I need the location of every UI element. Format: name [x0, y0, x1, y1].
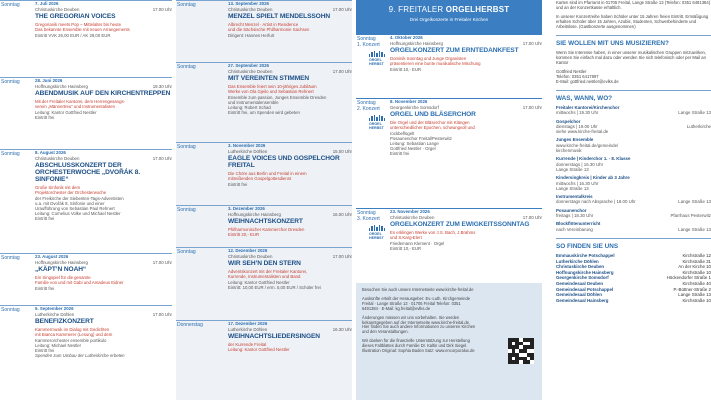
group-entry: [556, 221, 711, 232]
event-detail: Leitung: Kantor Gottfried Nestler: [35, 109, 97, 115]
info-paragraph: Änderungen müssen wir uns vorbehalten. Sie werden bekanntgegeben auf der Internetseite www.kirche-freital.de. Hier finden Sie auch andere Informationen zu unseren Kirchen und den Veranstaltungen.: [362, 314, 476, 335]
group-where: Lange Straße 13: [678, 226, 711, 232]
event-detail: rockbeflügelt: [390, 130, 415, 136]
location-name: Gemeindesaal Hainsberg: [556, 297, 609, 303]
group-when: donnerstags | 16.30 Uhr: [556, 161, 604, 167]
group-when: mittwochs | 19.30 Uhr: [556, 110, 599, 116]
event-time: 17.00 Uhr: [332, 253, 352, 259]
event-entry: [356, 98, 542, 208]
column-orgelherbst: [356, 0, 542, 400]
event-time: 15.00 Uhr: [332, 148, 352, 154]
section-heading-musizieren: SIE WOLLEN MIT UNS MUSIZIEREN?: [556, 35, 711, 47]
event-detail: Ein Singspiel für die gesamte: [35, 275, 91, 281]
event-time: 17.00 Uhr: [152, 259, 172, 265]
orgelherbst-logo: [369, 225, 385, 240]
event-place-row: [228, 7, 352, 13]
event-detail: Eintritt frei: [228, 181, 248, 187]
location-address: Kirchstraße 10: [682, 269, 711, 275]
group-name: Freitaler Kantorei/Kirchenchor: [556, 105, 620, 110]
event-date: 3. November 2026: [228, 143, 266, 148]
group-detail-row: [556, 199, 711, 204]
event-place-row: [390, 41, 542, 47]
contact-block: [556, 69, 711, 84]
event-entry: [0, 149, 172, 253]
event-place: Georgenkirche Somsdorf: [390, 104, 439, 110]
group-entry: [556, 119, 711, 135]
event-entry: [0, 0, 172, 77]
event-time: 17.00 Uhr: [522, 40, 542, 46]
event-time: 17.00 Uhr: [152, 6, 172, 12]
event-date: 28. Juni 2026: [35, 78, 63, 83]
event-detail: Kammerorchester ensemble portikulo: [35, 337, 107, 343]
event-date: 8. August 2026: [35, 150, 66, 155]
event-title: WEIHNACHTSLIEDERSINGEN: [228, 333, 320, 341]
event-weekday: Sonntag 2. Konzert: [357, 100, 380, 112]
location-name: Hoffnungskirche Hainsberg: [556, 269, 614, 275]
event-place-row: [35, 84, 172, 90]
organ-pipes-icon: [369, 51, 385, 57]
event-weekday: Sonntag: [1, 79, 20, 85]
event-date: 12. Dezember 2026: [228, 248, 268, 253]
event-weekday: Sonntag: [177, 207, 196, 213]
event-entry: [0, 253, 172, 305]
column-1: [0, 0, 172, 400]
group-detail-row: [556, 227, 711, 232]
event-detail: Philharmonischer Kammerchor Dresden: [228, 227, 305, 233]
event-detail: mitreißenden Gospelgottesdienst: [228, 176, 292, 182]
event-weekday: Sonntag: [177, 249, 196, 255]
event-detail: Eintritt frei: [35, 348, 55, 353]
event-title: ORGELKONZERT ZUM ERNTEDANKFEST: [390, 47, 519, 55]
event-time: 19.30 Uhr: [152, 83, 172, 89]
event-detail: Das bekannte Ensemble mit neuen Arrangements: [35, 27, 130, 33]
event-title: ORGEL UND BLÄSERCHOR: [390, 111, 476, 119]
group-when: dienstags | 19.00 Uhr: [556, 123, 598, 129]
event-time: 17.00 Uhr: [332, 68, 352, 74]
event-place: Christuskirche Deuben: [228, 253, 273, 259]
group-when: Lange Straße 13: [556, 166, 589, 172]
event-detail: Eintritt frei: [35, 216, 55, 222]
logo-text: ORGEL HERBST: [369, 58, 384, 66]
event-date: 4. Oktober 2026: [390, 35, 423, 40]
event-date: 13. September 2026: [228, 1, 270, 6]
event-entry: [356, 208, 542, 283]
event-time: 17.00 Uhr: [332, 6, 352, 12]
event-detail: verein „Männertreu“ und Instrumentalisten: [35, 104, 116, 110]
event-detail: Ensemble zum passion, Junges Ensemble Dresden: [228, 94, 327, 100]
event-detail: unterschiedlicher Epochen, schwungvoll und: [390, 125, 475, 131]
event-entry: [176, 320, 352, 400]
group-detail-row: [556, 186, 711, 191]
event-place-row: [228, 149, 352, 155]
event-title: THE GREGORIAN VOICES: [35, 13, 116, 21]
event-place: Christuskirche Deuben: [390, 214, 435, 220]
group-detail-row: [556, 213, 711, 218]
event-detail: Albrecht Menzel · Artist in Residence: [228, 22, 299, 28]
event-place: Lutherkirche Döhlen: [228, 148, 268, 154]
group-when: mittwochs | 16.30 Uhr: [556, 180, 599, 186]
event-detail: Die Orgel und der Bläserchor mit Klängen: [390, 120, 470, 126]
event-place: Hoffnungskirche Hainsberg: [35, 259, 88, 265]
event-date: 27. September 2026: [228, 63, 270, 68]
group-name: Kurrende | Kinderchor 1. - 8. Klasse: [556, 156, 631, 162]
group-when: kirchenmusik: [556, 148, 582, 154]
event-detail: Kammermusik im Dialog mit Gedichten: [35, 327, 110, 333]
group-name: Gospelchor: [556, 118, 581, 124]
group-detail-row: [556, 110, 711, 115]
event-date: 5. September 2026: [35, 306, 74, 311]
event-detail: Friedemann Klement · Orgel: [390, 240, 445, 246]
event-detail: Gottfried Nestler · Orgel: [390, 146, 436, 152]
group-entry: [556, 156, 711, 172]
orgelherbst-logo: [369, 51, 385, 66]
event-detail: der Kurrende Freital: [228, 342, 267, 348]
event-entry: [356, 34, 542, 98]
event-detail: Eintritt VVK 26,00 EUR / AK 29,00 EUR: [35, 32, 111, 38]
event-detail: Große Sinfonik mit dem: [35, 185, 81, 191]
event-entry: [0, 305, 172, 400]
event-place: Hoffnungskirche Hainsberg: [228, 211, 281, 217]
event-entry: [176, 142, 352, 205]
event-detail: und S.Karg-Elert: [390, 235, 422, 241]
event-title: BENEFIZKONZERT: [35, 318, 94, 326]
event-detail: Familie von und mit Gabi und Amadeus Eidner: [35, 280, 124, 286]
event-detail: Leitung: Sebastian Lange: [390, 141, 439, 146]
info-paragraph: Auskünfte erteilt der Herausgeber: Ev.-Luth. Kirchgemeinde Freital · Lange Straße 13 · 01705 Freital Telefon: 0351 6491384 · E-Mail: kg.freital@evlks.de: [362, 295, 471, 311]
event-time: 16.30 Uhr: [332, 326, 352, 332]
event-date: 3. Dezember 2026: [228, 206, 265, 211]
group-name: Blockflötenunterricht: [556, 221, 601, 227]
group-name: Instrumentalkreis: [556, 194, 593, 200]
event-detail: Eintritt frei, um Spenden wird gebeten: [228, 110, 300, 116]
organ-pipes-icon: [369, 115, 385, 121]
event-title: WEIHNACHTSKONZERT: [228, 218, 303, 226]
event-entry: [0, 77, 172, 149]
event-detail: Kurrende, Instrumentalisten und Band: [228, 274, 301, 280]
event-weekday: Sonntag 3. Konzert: [357, 210, 380, 222]
event-detail: Dirigent: Hannes Herfurt: [228, 32, 275, 38]
event-entry: [176, 62, 352, 142]
event-place: Christuskirche Deuben: [35, 6, 80, 12]
event-time: 17.00 Uhr: [152, 311, 172, 317]
group-entry: [556, 175, 711, 191]
event-place-row: [35, 7, 172, 13]
event-detail: Eintritt 10,- EUR: [390, 245, 422, 251]
event-detail: Eintritt frei: [390, 151, 410, 157]
organ-pipes-icon: [369, 225, 385, 231]
event-place-row: [228, 69, 352, 75]
event-detail: Das Ensemble feiert sein 10-jähriges Jubiläum: [228, 84, 317, 90]
section-heading-finden: SO FINDEN SIE UNS: [556, 238, 711, 250]
group-when: Lange Straße 13: [556, 185, 589, 191]
intro-paragraph: Karten sind im Pfarramt in 01705 Freital, Lange Straße 13 (Telefon: 0351 6491384) und an der Konzertkasse erhältlich.: [556, 0, 711, 10]
event-place: Lutherkirche Döhlen: [228, 326, 268, 332]
group-entry: [556, 105, 711, 116]
event-title: MIT VEREINTEN STIMMEN: [228, 75, 310, 83]
event-place-row: [390, 105, 542, 111]
group-when: nach Vereinbarung: [556, 226, 593, 232]
event-detail: Eintritt frei: [35, 114, 55, 120]
column-2: [176, 0, 352, 400]
group-name: Kindersingkreis | Kinder ab 3 Jahre: [556, 175, 630, 181]
location-address: Kirchstraße 40: [682, 280, 711, 286]
event-entry: [176, 0, 352, 62]
location-address: Lange Straße 13: [678, 292, 711, 298]
event-weekday: Sonntag: [177, 144, 196, 150]
logo-text: ORGEL HERBST: [369, 122, 384, 130]
event-date: 23. August 2026: [35, 254, 69, 259]
event-time: 17.00 Uhr: [522, 104, 542, 110]
group-where: Lutherkirche: [686, 123, 711, 129]
event-title: „KÄPT’N NOAH“: [35, 266, 87, 274]
event-detail: u.a. mit Dvořák 8. Sinfonie und einer: [35, 200, 105, 206]
event-place-row: [35, 312, 172, 318]
event-detail: Eintritt 20,- EUR: [228, 232, 260, 238]
contact-line: E-Mail: gottfried.nestler@evlks.de: [556, 79, 619, 84]
location-address: Kirchstraße 31: [682, 258, 711, 264]
event-title: ABENDMUSIK AUF DEN KIRCHENTREPPEN: [35, 90, 171, 98]
location-name: Gemeindesaal Potschappel: [556, 286, 614, 292]
event-detail: Es erklingen Werke von J.S. Bach, J.Brahms: [390, 230, 476, 236]
event-place: Christuskirche Deuben: [228, 68, 273, 74]
event-detail: Mit der Freitaler Kantorei, dem Herrengesangs-: [35, 99, 126, 105]
group-when: freitags | 18.30 Uhr: [556, 213, 594, 219]
banner-title: 9. FREITALER ORGELHERBST: [388, 5, 510, 14]
location-row: [556, 298, 711, 304]
event-place-row: [390, 215, 542, 221]
event-detail: Posaunenchor Freital/Pesterwitz: [390, 135, 452, 141]
location-address: Kirchstraße 12: [682, 252, 711, 258]
event-detail: Uraufführung von Sebastian Paul Rehnert: [35, 206, 115, 211]
event-detail: Leitung: Robert Schad: [228, 105, 271, 110]
group-entry: [556, 194, 711, 205]
group-entry: [556, 137, 711, 153]
group-name: Junges Ensemble: [556, 137, 594, 143]
location-name: Christuskirche Deuben: [556, 264, 605, 270]
event-weekday: Sonntag 1. Konzert: [357, 36, 380, 48]
column-info: [556, 0, 711, 400]
event-detail: Adventskonzert mit der Freitaler Kantorei,: [228, 269, 308, 275]
event-date: 8. November 2026: [390, 99, 428, 104]
event-place-row: [228, 212, 352, 218]
group-detail-row: [556, 148, 711, 153]
event-place: Hoffnungskirche Hainsberg: [35, 83, 88, 89]
event-weekday: Sonntag: [1, 255, 20, 261]
orgelherbst-events: [356, 34, 542, 283]
qr-code-icon: [508, 338, 534, 364]
orgelherbst-logo: [369, 115, 385, 130]
event-detail: Gregorianik meets Pop – Mittelalter bis heute: [35, 22, 121, 28]
location-address: P.-Büttner-Straße 2: [673, 286, 711, 292]
group-when: siehe www.kirche-freital.de: [556, 129, 609, 135]
logo-text: ORGEL HERBST: [369, 232, 384, 240]
location-name: Lutherkirche Döhlen: [556, 258, 599, 264]
event-place-row: [35, 260, 172, 266]
event-place: Hoffnungskirche Hainsberg: [390, 40, 443, 46]
group-when: donnerstags nach Absprache | 18.00 Uhr: [556, 199, 636, 205]
event-time: 17.00 Uhr: [152, 155, 172, 161]
group-where: Pfarrhaus Pesterwitz: [670, 213, 711, 219]
location-name: Gemeindesaal Döhlen: [556, 292, 602, 298]
event-detail: mit Bianca Kammerer (Lesung) und dem: [35, 332, 113, 338]
event-detail: Eintritt frei: [35, 285, 55, 291]
event-detail: präsentieren eine bunte musikalische Mischung: [390, 61, 481, 67]
event-detail: Werke von Ola Gjeilo und Sebastian Rehnert: [228, 89, 314, 95]
event-place-row: [35, 156, 172, 162]
event-weekday: Sonntag: [1, 151, 20, 157]
event-entry: [176, 247, 352, 320]
event-time: 17.00 Uhr: [522, 214, 542, 220]
event-detail: Eintritt: 10,00 EUR / erm. 5,00 EUR / Schüler frei: [228, 284, 321, 290]
group-when: www.kirche-freital.de/gemeinde/: [556, 142, 619, 148]
event-place-row: [228, 254, 352, 260]
event-place: Christuskirche Deuben: [35, 155, 80, 161]
event-detail: und Instrumentalensemble: [228, 99, 279, 105]
event-detail: Spenden zum Umbau der Lutherkirche erbeten: [35, 353, 125, 359]
event-place-row: [228, 327, 352, 333]
event-place: Lutherkirche Döhlen: [35, 311, 75, 317]
event-detail: Leitung: Kantor Gottfried Nestler: [228, 279, 290, 285]
event-weekday: Donnerstag: [177, 322, 203, 328]
event-time: 16.00 Uhr: [332, 211, 352, 217]
event-weekday: Sonntag: [1, 307, 20, 313]
orgelherbst-banner: [356, 0, 542, 34]
event-detail: Leitung: Michael Nestler: [35, 342, 82, 348]
banner-subtitle: Drei Orgelkonzerte in Freitaler Kirchen: [409, 17, 489, 22]
group-entry: [556, 208, 711, 219]
event-date: 23. November 2026: [390, 209, 430, 214]
location-address: Kirchstraße 10: [682, 297, 711, 303]
event-date: 7. Juli 2026: [35, 1, 59, 6]
section-heading-wann: WAS, WANN, WO?: [556, 90, 711, 102]
contact-line: Telefon: 0351 6417897: [556, 74, 599, 79]
info-paragraph: Wir danken für die finanzielle Unterstützung zur Herstellung dieses Faltblattes durch Familie Dr. Kaltin und Dirk Siegel. Illustration Original: Sophia Baden Satz: www.encorporalux.de: [362, 338, 475, 354]
event-detail: Dominik Sonntag und Junge Organisten: [390, 56, 467, 62]
info-paragraph: Besuchen Sie auch unsere Internetseite www.kirche-freital.de: [362, 287, 474, 292]
event-title: ABSCHLUSSKONZERT DER ORCHESTERWOCHE „DVOŘÁK 8. SINFONIE“: [35, 162, 141, 184]
event-entry: [176, 205, 352, 247]
event-title: MENZEL SPIELT MENDELSSOHN: [228, 13, 331, 21]
group-where: Lange Straße 13: [678, 199, 711, 205]
musizieren-text: Wenn Sie Interesse haben, in einer unserer musikalischen Gruppen mitzuwirken, kommen Sie einfach mal dazu oder wenden Sie sich telefonisch oder per Mail an Kantor: [556, 50, 707, 65]
event-weekday: Sonntag: [177, 64, 196, 70]
group-name: Posaunenchor: [556, 207, 587, 213]
location-name: Georgenkirche Somsdorf: [556, 275, 609, 281]
event-title: ORGELKONZERT ZUM EWIGKEITSSONNTAG: [390, 221, 530, 229]
event-detail: und die Sächsische Philharmonie Sachsen: [228, 27, 310, 33]
location-name: Emmauskirche Potschappel: [556, 252, 615, 258]
event-detail: Projektorchester der Orchesterwoche: [35, 190, 107, 196]
group-detail-row: [556, 129, 711, 134]
event-detail: der Freikirche der Siebenten-Tags-Adventisten: [35, 195, 124, 201]
location-name: Gemeindesaal Deuben: [556, 280, 604, 286]
group-detail-row: [556, 167, 711, 172]
event-detail: Leitung: Kantor Gottfried Nestler: [228, 347, 290, 353]
event-weekday: Sonntag: [1, 2, 20, 8]
event-detail: Leitung: Cornelius Volke und Michael Nestler: [35, 211, 121, 217]
event-date: 17. Dezember 2026: [228, 321, 268, 326]
event-title: EAGLE VOICES UND GOSPELCHOR FREITAL: [228, 155, 340, 170]
event-title: WIR SEH’N DEN STERN: [228, 260, 301, 268]
event-place: Christuskirche Deuben: [228, 6, 273, 12]
intro-paragraph: In unserer Konzertreihe haben Schüler unter 15 Jahren freien Eintritt. Ermäßigung erhalten Schüler über 15 Jahren, Azubis, Studenten, Schwerbehinderte und Arbeitslose. (Gastkonzerte ausgenommen): [556, 14, 709, 29]
location-address: An der Kirche 10: [678, 264, 711, 270]
event-weekday: Sonntag: [177, 2, 196, 8]
event-detail: Die Chöre aus Berlin und Freital in einem: [228, 171, 307, 177]
info-box: [356, 283, 542, 400]
contact-line: Gottfried Nestler: [556, 69, 587, 74]
event-detail: Eintritt 10,- EUR: [390, 66, 422, 72]
group-where: Lange Straße 13: [678, 110, 711, 116]
location-address: Höckendorfer Straße 1: [666, 275, 711, 281]
